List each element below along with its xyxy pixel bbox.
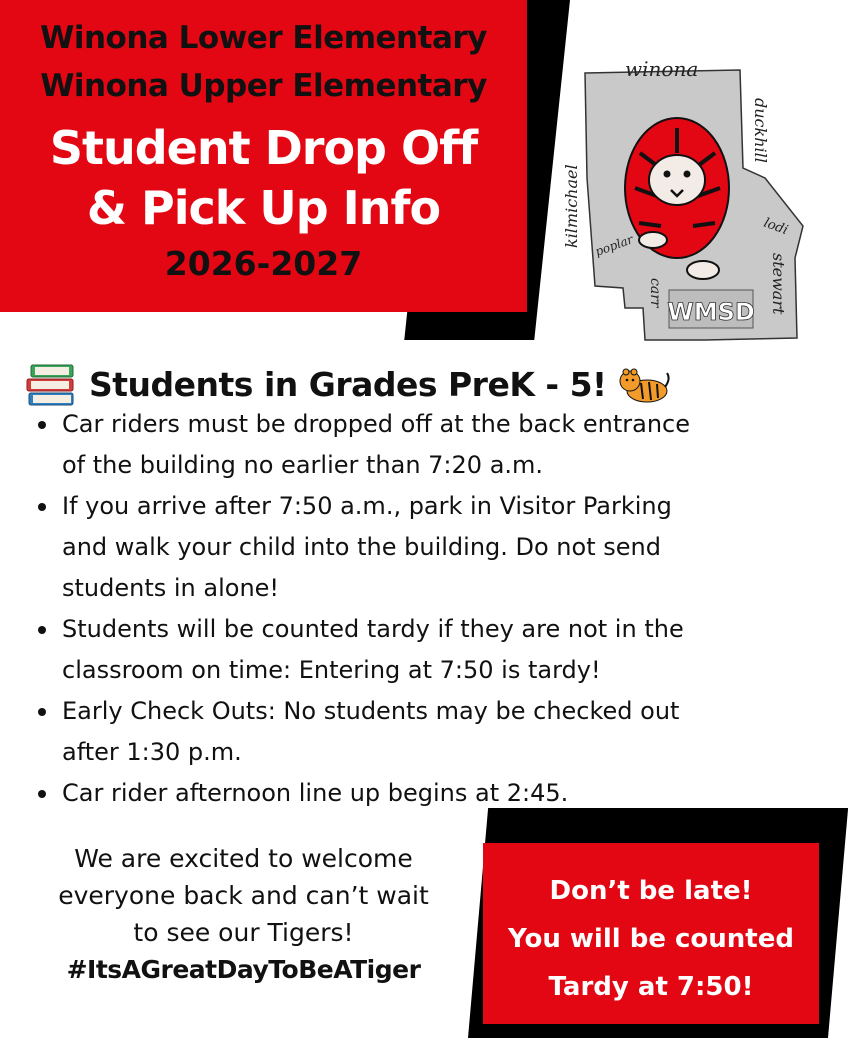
svg-text:stewart: stewart (769, 253, 788, 315)
list-item-line: Car rider afternoon line up begins at 2:45. (62, 779, 569, 807)
callout-line-3: Tardy at 7:50! (548, 972, 754, 1002)
svg-text:winona: winona (625, 57, 699, 81)
welcome-line-2: everyone back and can’t wait (58, 881, 429, 910)
wmsd-tiger-logo (562, 57, 805, 348)
list-item-line: classroom on time: Entering at 7:50 is tardy! (62, 656, 601, 684)
school-name-lower: Winona Lower Elementary (40, 20, 487, 56)
svg-text:kilmichael: kilmichael (562, 164, 581, 248)
svg-text:carr: carr (647, 278, 663, 308)
list-item (30, 691, 810, 773)
bullet-dot (38, 503, 46, 511)
hashtag: #ItsAGreatDayToBeATiger (66, 955, 421, 984)
welcome-line-3: to see our Tigers! (133, 918, 354, 947)
list-item-line: If you arrive after 7:50 a.m., park in Visitor Parking (62, 492, 672, 520)
tardy-callout (483, 843, 819, 1024)
welcome-message (16, 840, 471, 988)
list-item (30, 609, 810, 691)
svg-text:duckhill: duckhill (751, 98, 770, 163)
books-icon (25, 359, 77, 409)
list-item-line: students in alone! (62, 574, 280, 602)
header-banner (0, 0, 527, 312)
info-list (30, 404, 810, 814)
logo-badge-text: WMSD (667, 298, 755, 326)
svg-text:lodi: lodi (761, 215, 790, 239)
school-name-upper: Winona Upper Elementary (40, 68, 487, 104)
school-year: 2026-2027 (164, 244, 363, 283)
list-item-line: of the building no earlier than 7:20 a.m. (62, 451, 544, 479)
callout-line-2: You will be counted (508, 924, 794, 954)
callout-line-1: Don’t be late! (549, 876, 753, 906)
page-title-line-1: Student Drop Off (49, 121, 478, 175)
page-title-line-2: & Pick Up Info (86, 181, 441, 235)
list-item (30, 486, 810, 609)
list-item-line: Early Check Outs: No students may be checked out (62, 697, 680, 725)
section-heading-text: Students in Grades PreK - 5! (89, 364, 607, 404)
bullet-dot (38, 421, 46, 429)
list-item-line: Car riders must be dropped off at the back entrance (62, 410, 691, 438)
list-item-line: and walk your child into the building. Do not send (62, 533, 661, 561)
list-item-line: Students will be counted tardy if they are not in the (62, 615, 684, 643)
bullet-dot (38, 790, 46, 798)
bullet-dot (38, 708, 46, 716)
svg-text:poplar: poplar (593, 232, 635, 259)
list-item (30, 404, 810, 486)
tiger-icon (617, 361, 671, 407)
list-item-line: after 1:30 p.m. (62, 738, 242, 766)
welcome-line-1: We are excited to welcome (74, 844, 413, 873)
bullet-dot (38, 626, 46, 634)
